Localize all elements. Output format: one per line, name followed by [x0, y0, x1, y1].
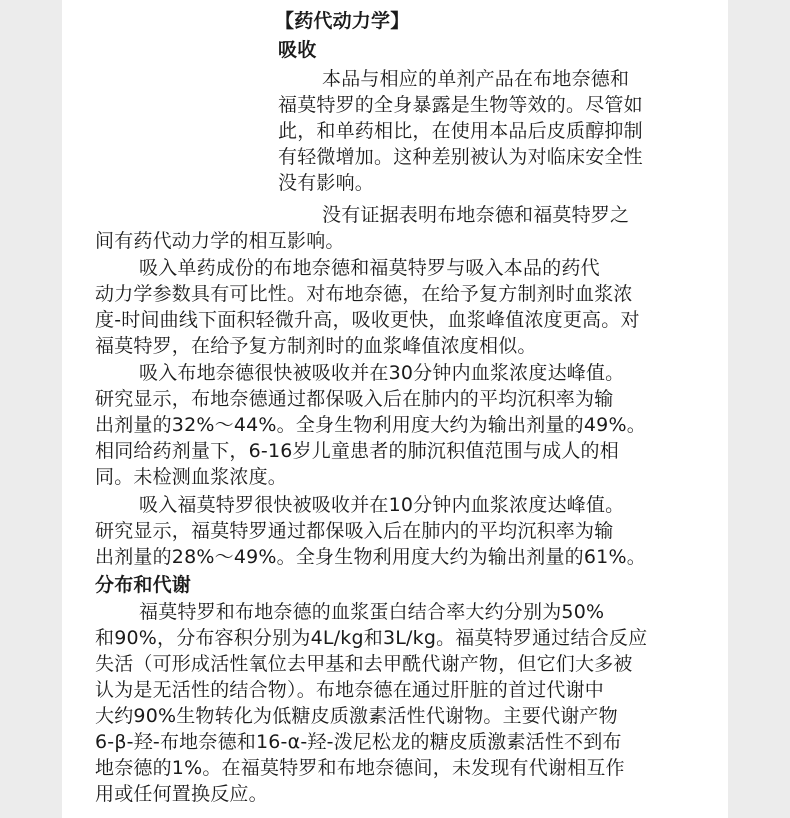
absorption-paragraph-2-line-1: 没有证据表明布地奈德和福莫特罗之	[322, 204, 630, 226]
absorption-paragraph-5-line-2: 研究显示，福莫特罗通过都保吸入后在肺内的平均沉积率为输	[95, 520, 614, 542]
absorption-heading: 吸收	[278, 39, 317, 61]
absorption-paragraph-4-line-2: 研究显示，布地奈德通过都保吸入后在肺内的平均沉积率为输	[95, 388, 614, 410]
absorption-paragraph-4-line-5: 同。未检测血浆浓度。	[95, 466, 288, 488]
absorption-paragraph-3-line-3: 度-时间曲线下面积轻微升高，吸收更快，血浆峰值浓度更高。对	[95, 309, 640, 331]
distribution-paragraph-line-6: 6-β-羟-布地奈德和16-α-羟-泼尼松龙的糖皮质激素活性不到布	[95, 731, 622, 753]
absorption-paragraph-5-line-1: 吸入福莫特罗很快被吸收并在10分钟内血浆浓度达峰值。	[139, 494, 625, 516]
distribution-paragraph-line-2: 和90%，分布容积分别为4L/kg和3L/kg。福莫特罗通过结合反应	[95, 627, 648, 649]
absorption-paragraph-3-line-4: 福莫特罗，在给予复方制剂时的血浆峰值浓度相似。	[95, 335, 537, 357]
distribution-paragraph-line-4: 认为是无活性的结合物）。布地奈德在通过肝脏的首过代谢中	[95, 679, 604, 701]
absorption-paragraph-1-line-4: 有轻微增加。这种差别被认为对临床安全性	[278, 146, 643, 168]
distribution-paragraph-line-1: 福莫特罗和布地奈德的血浆蛋白结合率大约分别为50%	[139, 601, 605, 623]
absorption-paragraph-3-line-1: 吸入单药成份的布地奈德和福莫特罗与吸入本品的药代	[139, 257, 600, 279]
absorption-paragraph-1-line-5: 没有影响。	[278, 172, 375, 194]
section-title: 【药代动力学】	[275, 10, 410, 32]
absorption-paragraph-5-line-3: 出剂量的28%～49%。全身生物利用度大约为输出剂量的61%。	[95, 546, 646, 568]
absorption-paragraph-1-line-1: 本品与相应的单剂产品在布地奈德和	[322, 68, 630, 90]
absorption-paragraph-2-line-2: 间有药代动力学的相互影响。	[95, 230, 345, 252]
absorption-paragraph-4-line-3: 出剂量的32%～44%。全身生物利用度大约为输出剂量的49%。	[95, 414, 646, 436]
distribution-paragraph-line-7: 地奈德的1%。在福莫特罗和布地奈德间，未发现有代谢相互作	[95, 757, 625, 779]
absorption-paragraph-4-line-4: 相同给药剂量下，6-16岁儿童患者的肺沉积值范围与成人的相	[95, 440, 619, 462]
distribution-paragraph-line-3: 失活（可形成活性氧位去甲基和去甲酰代谢产物，但它们大多被	[95, 653, 633, 675]
absorption-paragraph-1-line-3: 此，和单药相比，在使用本品后皮质醇抑制	[278, 120, 643, 142]
absorption-paragraph-4-line-1: 吸入布地奈德很快被吸收并在30分钟内血浆浓度达峰值。	[139, 362, 625, 384]
absorption-paragraph-3-line-2: 动力学参数具有可比性。对布地奈德，在给予复方制剂时血浆浓	[95, 283, 633, 305]
distribution-paragraph-line-8: 用或任何置换反应。	[95, 783, 268, 805]
distribution-heading: 分布和代谢	[95, 574, 192, 596]
distribution-paragraph-line-5: 大约90%生物转化为低糖皮质激素活性代谢物。主要代谢产物	[95, 705, 618, 727]
absorption-paragraph-1-line-2: 福莫特罗的全身暴露是生物等效的。尽管如	[278, 94, 643, 116]
